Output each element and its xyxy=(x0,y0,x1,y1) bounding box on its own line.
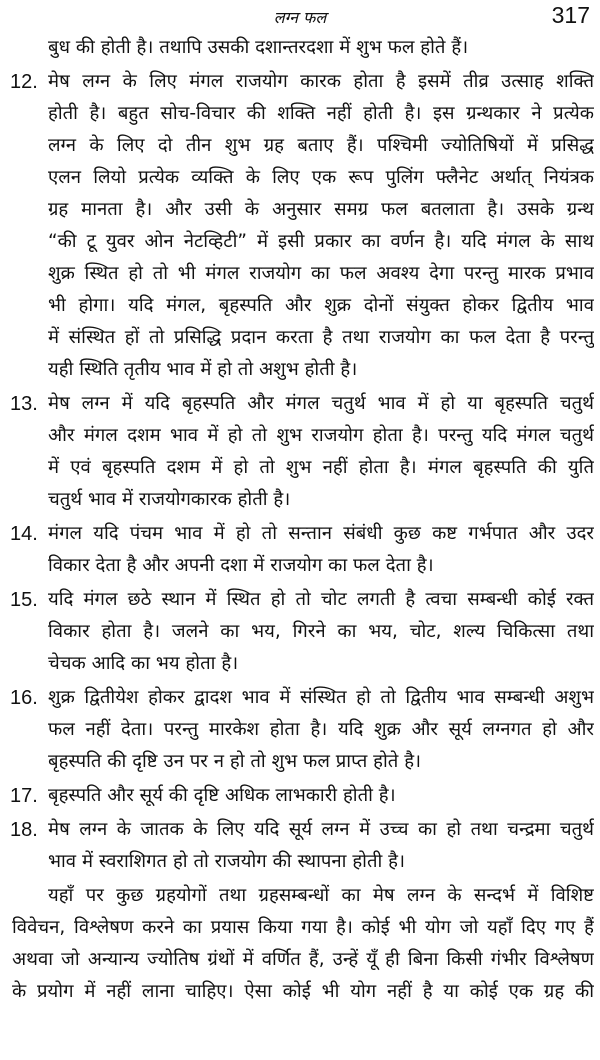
text-line: यदि मंगल छठे स्थान में स्थित हो तो चोट लगती है त्वचा सम्बन्धी कोई रक्त xyxy=(48,589,594,610)
item-number: 13. xyxy=(10,393,38,415)
text-line: शुक्र स्थित हो तो भी मंगल राजयोग का फल अवश्य देगा परन्तु मारक प्रभाव xyxy=(48,263,594,284)
list-item xyxy=(0,780,600,812)
text-line: बृहस्पति और सूर्य की दृष्टि अधिक लाभकारी होती है। xyxy=(48,785,396,806)
page-body xyxy=(0,32,600,1008)
text-line: में एवं बृहस्पति दशम में हो तो शुभ नहीं होता है। मंगल बृहस्पति की युति xyxy=(48,457,594,478)
text-line: के प्रयोग में नहीं लाना चाहिए। ऐसा कोई भी योग नहीं है या कोई एक ग्रह की xyxy=(12,981,594,1002)
text-line: एलन लियो प्रत्येक व्यक्ति के लिए एक रूप पुलिंग फ्लैनेट अर्थात् नियंत्रक xyxy=(48,167,594,188)
text-line: विकार देता है और अपनी दशा में राजयोग का फल देता है। xyxy=(48,555,434,576)
list-item xyxy=(0,388,600,516)
text-line: शुक्र द्वितीयेश होकर द्वादश भाव में संस्थित हो तो द्वितीय भाव सम्बन्धी अशुभ xyxy=(48,687,594,708)
item-number: 18. xyxy=(10,819,38,841)
text-line: यही स्थिति तृतीय भाव में हो तो अशुभ होती है। xyxy=(48,359,358,380)
text-line: मेष लग्न के जातक के लिए यदि सूर्य लग्न में उच्च का हो तथा चन्द्रमा चतुर्थ xyxy=(48,819,594,840)
text-line: ग्रह मानता है। और उसी के अनुसार समग्र फल बतलाता है। उसके ग्रन्थ xyxy=(48,199,594,220)
text-line: मेष लग्न में यदि बृहस्पति और मंगल चतुर्थ भाव में हो या बृहस्पति चतुर्थ xyxy=(48,393,594,414)
item-number: 12. xyxy=(10,71,38,93)
list-item xyxy=(0,814,600,878)
text-line: यहाँ पर कुछ ग्रहयोगों तथा ग्रहसम्बन्धों का मेष लग्न के सन्दर्भ में विशिष्ट xyxy=(48,885,594,906)
closing-paragraph xyxy=(0,880,600,1008)
text-line: होती है। बहुत सोच-विचार की शक्ति नहीं होती है। इस ग्रन्थकार ने प्रत्येक xyxy=(48,103,594,124)
list-item xyxy=(0,66,600,386)
text-line: मंगल यदि पंचम भाव में हो तो सन्तान संबंधी कुछ कष्ट गर्भपात और उदर xyxy=(48,523,594,544)
text-line: अथवा जो अन्यान्य ज्योतिष ग्रंथों में वर्णित हैं, उन्हें यूँ ही बिना किसी गंभीर विश्लेषण xyxy=(12,949,594,970)
item-number: 15. xyxy=(10,589,38,611)
text-line: भी होगा। यदि मंगल, बृहस्पति और शुक्र दोनों संयुक्त होकर द्वितीय भाव xyxy=(48,295,594,316)
text-line: में संस्थित हों तो प्रसिद्धि प्रदान करता है तथा राजयोग का फल देता है परन्तु xyxy=(48,327,594,348)
text-line: और मंगल दशम भाव में हो तो शुभ राजयोग होता है। परन्तु यदि मंगल चतुर्थ xyxy=(48,425,594,446)
item-number: 16. xyxy=(10,687,38,709)
text-line: मेष लग्न के लिए मंगल राजयोग कारक होता है इसमें तीव्र उत्साह शक्ति xyxy=(48,71,594,92)
text-line: लग्न के लिए दो तीन शुभ ग्रह बताए हैं। पश्चिमी ज्योतिषियों में प्रसिद्ध xyxy=(48,135,594,156)
text-line: चतुर्थ भाव में राजयोगकारक होती है। xyxy=(48,489,291,510)
text-line: विवेचन, विश्लेषण करने का प्रयास किया गया है। कोई भी योग जो यहाँ दिए गए हैं xyxy=(12,917,594,938)
item-number: 14. xyxy=(10,523,38,545)
page-number: 317 xyxy=(551,2,590,28)
continuation-line: बुध की होती है। तथापि उसकी दशान्तरदशा में शुभ फल होते हैं। xyxy=(48,37,469,58)
list-item xyxy=(0,682,600,778)
text-line: “की टू युवर ओन नेटव्हिटी” में इसी प्रकार का वर्णन है। यदि मंगल के साथ xyxy=(48,231,594,252)
page-header xyxy=(0,2,600,32)
text-line: विकार होता है। जलने का भय, गिरने का भय, चोट, शल्य चिकित्सा तथा xyxy=(48,621,594,642)
text-line: बृहस्पति की दृष्टि उन पर न हो तो शुभ फल प्राप्त होते है। xyxy=(48,751,422,772)
item-number: 17. xyxy=(10,785,38,807)
text-line: भाव में स्वराशिगत हो तो राजयोग की स्थापना होती है। xyxy=(48,851,406,872)
running-title: लग्न फल xyxy=(273,8,327,27)
text-line: फल नहीं देता। परन्तु मारकेश होता है। यदि शुक्र और सूर्य लग्नगत हो और xyxy=(48,719,594,740)
text-line: चेचक आदि का भय होता है। xyxy=(48,653,239,674)
list-item xyxy=(0,518,600,582)
list-item xyxy=(0,584,600,680)
